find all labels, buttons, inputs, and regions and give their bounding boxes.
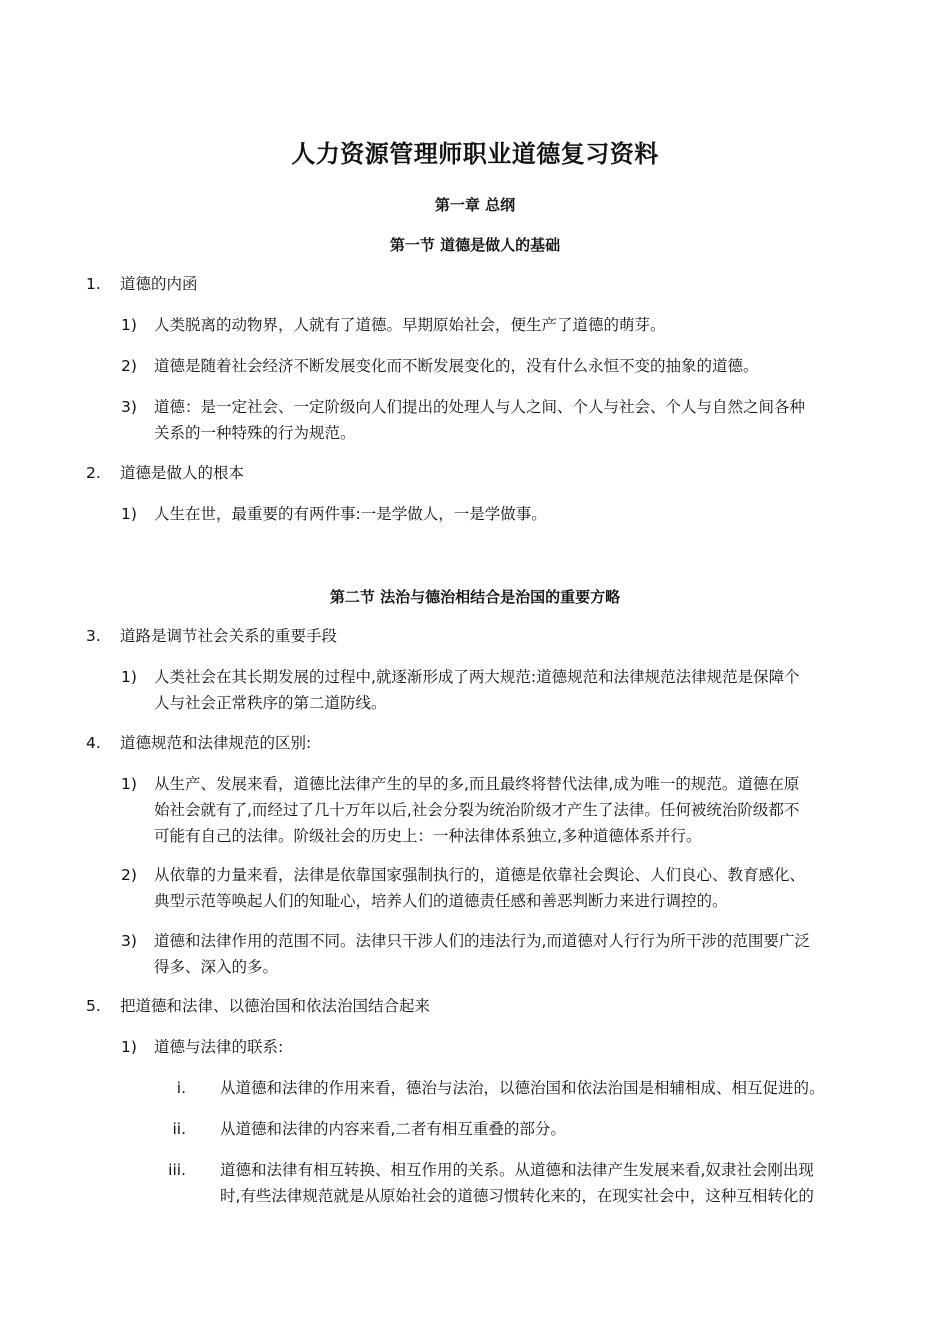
list-item-line: 从生产、发展来看，道德比法律产生的早的多,而且最终将替代法律,成为唯一的规范。道德在原 <box>154 775 800 793</box>
list-number: 1. <box>86 275 101 293</box>
list-number: 1) <box>121 775 137 793</box>
list-number: 1) <box>121 668 137 686</box>
list-number: 3) <box>121 398 137 416</box>
list-number: 1) <box>121 316 137 334</box>
list-item: 从道德和法律的作用来看，德治与法治，以德治国和依法治国是相辅相成、相互促进的。 <box>220 1079 825 1097</box>
list-number: 3) <box>121 932 137 950</box>
list-item-line: 典型示范等唤起人们的知耻心，培养人们的道德责任感和善恶判断力来进行调控的。 <box>154 892 728 910</box>
list-item-line: 关系的一种特殊的行为规范。 <box>154 424 356 442</box>
list-number: 2. <box>86 464 101 482</box>
list-number: iii. <box>168 1161 186 1179</box>
list-item: 人生在世，最重要的有两件事:一是学做人，一是学做事。 <box>154 505 547 523</box>
list-item-line: 道德和法律有相互转换、相互作用的关系。从道德和法律产生发展来看,奴隶社会刚出现 <box>220 1161 814 1179</box>
list-number: 1) <box>121 1038 137 1056</box>
list-item-line: 始社会就有了,而经过了几十万年以后,社会分裂为统治阶级才产生了法律。任何被统治阶级都不 <box>154 801 800 819</box>
list-item-line: 人类社会在其长期发展的过程中,就逐渐形成了两大规范:道德规范和法律规范法律规范是保障个 <box>154 668 800 686</box>
section-heading-1: 第一节 道德是做人的基础 <box>389 236 561 254</box>
list-item-line: 可能有自己的法律。阶级社会的历史上：一种法律体系独立,多种道德体系并行。 <box>154 827 702 845</box>
document-title: 人力资源管理师职业道德复习资料 <box>291 140 659 168</box>
list-number: 2) <box>121 866 137 884</box>
list-number: 4. <box>86 734 101 752</box>
list-item: 从道德和法律的内容来看,二者有相互重叠的部分。 <box>220 1120 566 1138</box>
list-number: 2) <box>121 357 137 375</box>
list-item: 道路是调节社会关系的重要手段 <box>120 627 338 645</box>
list-number: 5. <box>86 997 101 1015</box>
list-number: ii. <box>172 1120 186 1138</box>
list-item: 道德是随着社会经济不断发展变化而不断发展变化的，没有什么永恒不变的抽象的道德。 <box>154 357 759 375</box>
list-item-line: 从依靠的力量来看，法律是依靠国家强制执行的，道德是依靠社会舆论、人们良心、教育感化、 <box>154 866 806 884</box>
list-item: 人类脱离的动物界，人就有了道德。早期原始社会，便生产了道德的萌芽。 <box>154 316 666 334</box>
list-item-line: 时,有些法律规范就是从原始社会的道德习惯转化来的，在现实社会中，这种互相转化的 <box>220 1187 814 1205</box>
section-heading-2: 第二节 法治与德治相结合是治国的重要方略 <box>329 588 621 606</box>
list-item: 道德与法律的联系: <box>154 1038 284 1056</box>
list-item-line: 人与社会正常秩序的第二道防线。 <box>154 694 387 712</box>
chapter-heading: 第一章 总纲 <box>434 196 516 214</box>
list-item-line: 得多、深入的多。 <box>154 958 279 976</box>
list-number: 3. <box>86 627 101 645</box>
list-item: 道德规范和法律规范的区别: <box>120 734 312 752</box>
list-item: 道德的内函 <box>120 275 198 293</box>
list-number: i. <box>176 1079 186 1097</box>
list-item-line: 道德和法律作用的范围不同。法律只干涉人们的违法行为,而道德对人行行为所干涉的范围要广泛 <box>154 932 810 950</box>
list-number: 1) <box>121 505 137 523</box>
list-item: 道德是做人的根本 <box>120 464 245 482</box>
list-item-line: 道德：是一定社会、一定阶级向人们提出的处理人与人之间、个人与社会、个人与自然之间各种 <box>154 398 806 416</box>
list-item: 把道德和法律、以德治国和依法治国结合起来 <box>120 997 431 1015</box>
